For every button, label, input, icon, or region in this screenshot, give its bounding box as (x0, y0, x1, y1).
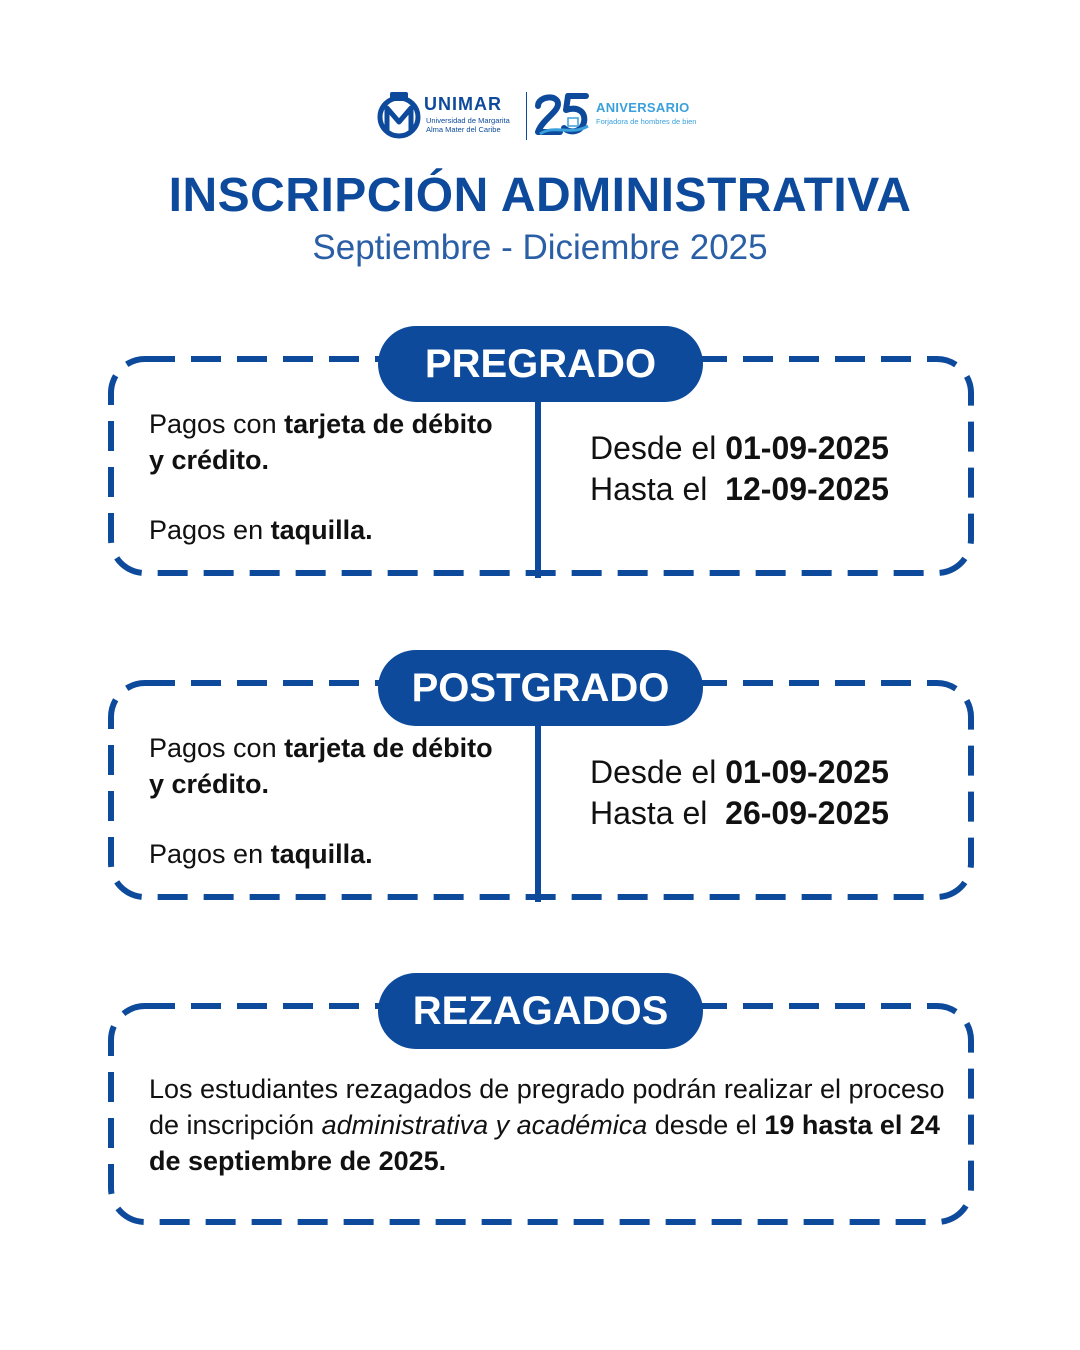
logo-divider (526, 92, 527, 140)
unimar-name: UNIMAR (424, 94, 502, 114)
pregrado-divider (535, 402, 541, 578)
pregrado-label: PREGRADO (378, 326, 703, 402)
postgrado-date-to: Hasta el 26-09-2025 (590, 795, 889, 831)
pregrado-section (108, 342, 974, 576)
postgrado-divider (535, 726, 541, 902)
postgrado-section (108, 666, 974, 900)
unimar-logo-icon (376, 90, 422, 140)
aniversario-subtitle: Forjadora de hombres de bien (596, 117, 697, 126)
rezagados-label: REZAGADOS (378, 973, 703, 1049)
rezagados-section (108, 989, 974, 1225)
aniversario-title: ANIVERSARIO (596, 100, 690, 115)
postgrado-label: POSTGRADO (378, 650, 703, 726)
pregrado-date-to: Hasta el 12-09-2025 (590, 471, 889, 507)
postgrado-date-from: Desde el 01-09-2025 (590, 754, 889, 790)
rezagados-text: Los estudiantes rezagados de pregrado podrán realizar el proceso de inscripción administrativa y académica desde el 19 hasta el 24 de septiembre de 2025. (149, 1074, 945, 1176)
pregrado-pay-card: Pagos con tarjeta de débito y crédito. (149, 409, 493, 475)
pregrado-date-from: Desde el 01-09-2025 (590, 430, 889, 466)
anniversary-25-icon (534, 90, 590, 140)
page-subtitle: Septiembre - Diciembre 2025 (312, 228, 768, 267)
postgrado-pay-taquilla: Pagos en taquilla. (149, 839, 373, 869)
pregrado-pay-taquilla: Pagos en taquilla. (149, 515, 373, 545)
postgrado-pay-card: Pagos con tarjeta de débito y crédito. (149, 733, 493, 799)
page-title: INSCRIPCIÓN ADMINISTRATIVA (168, 169, 912, 222)
unimar-subtitle: Universidad de Margarita Alma Mater del Caribe (426, 116, 510, 134)
header-logos (370, 86, 715, 146)
